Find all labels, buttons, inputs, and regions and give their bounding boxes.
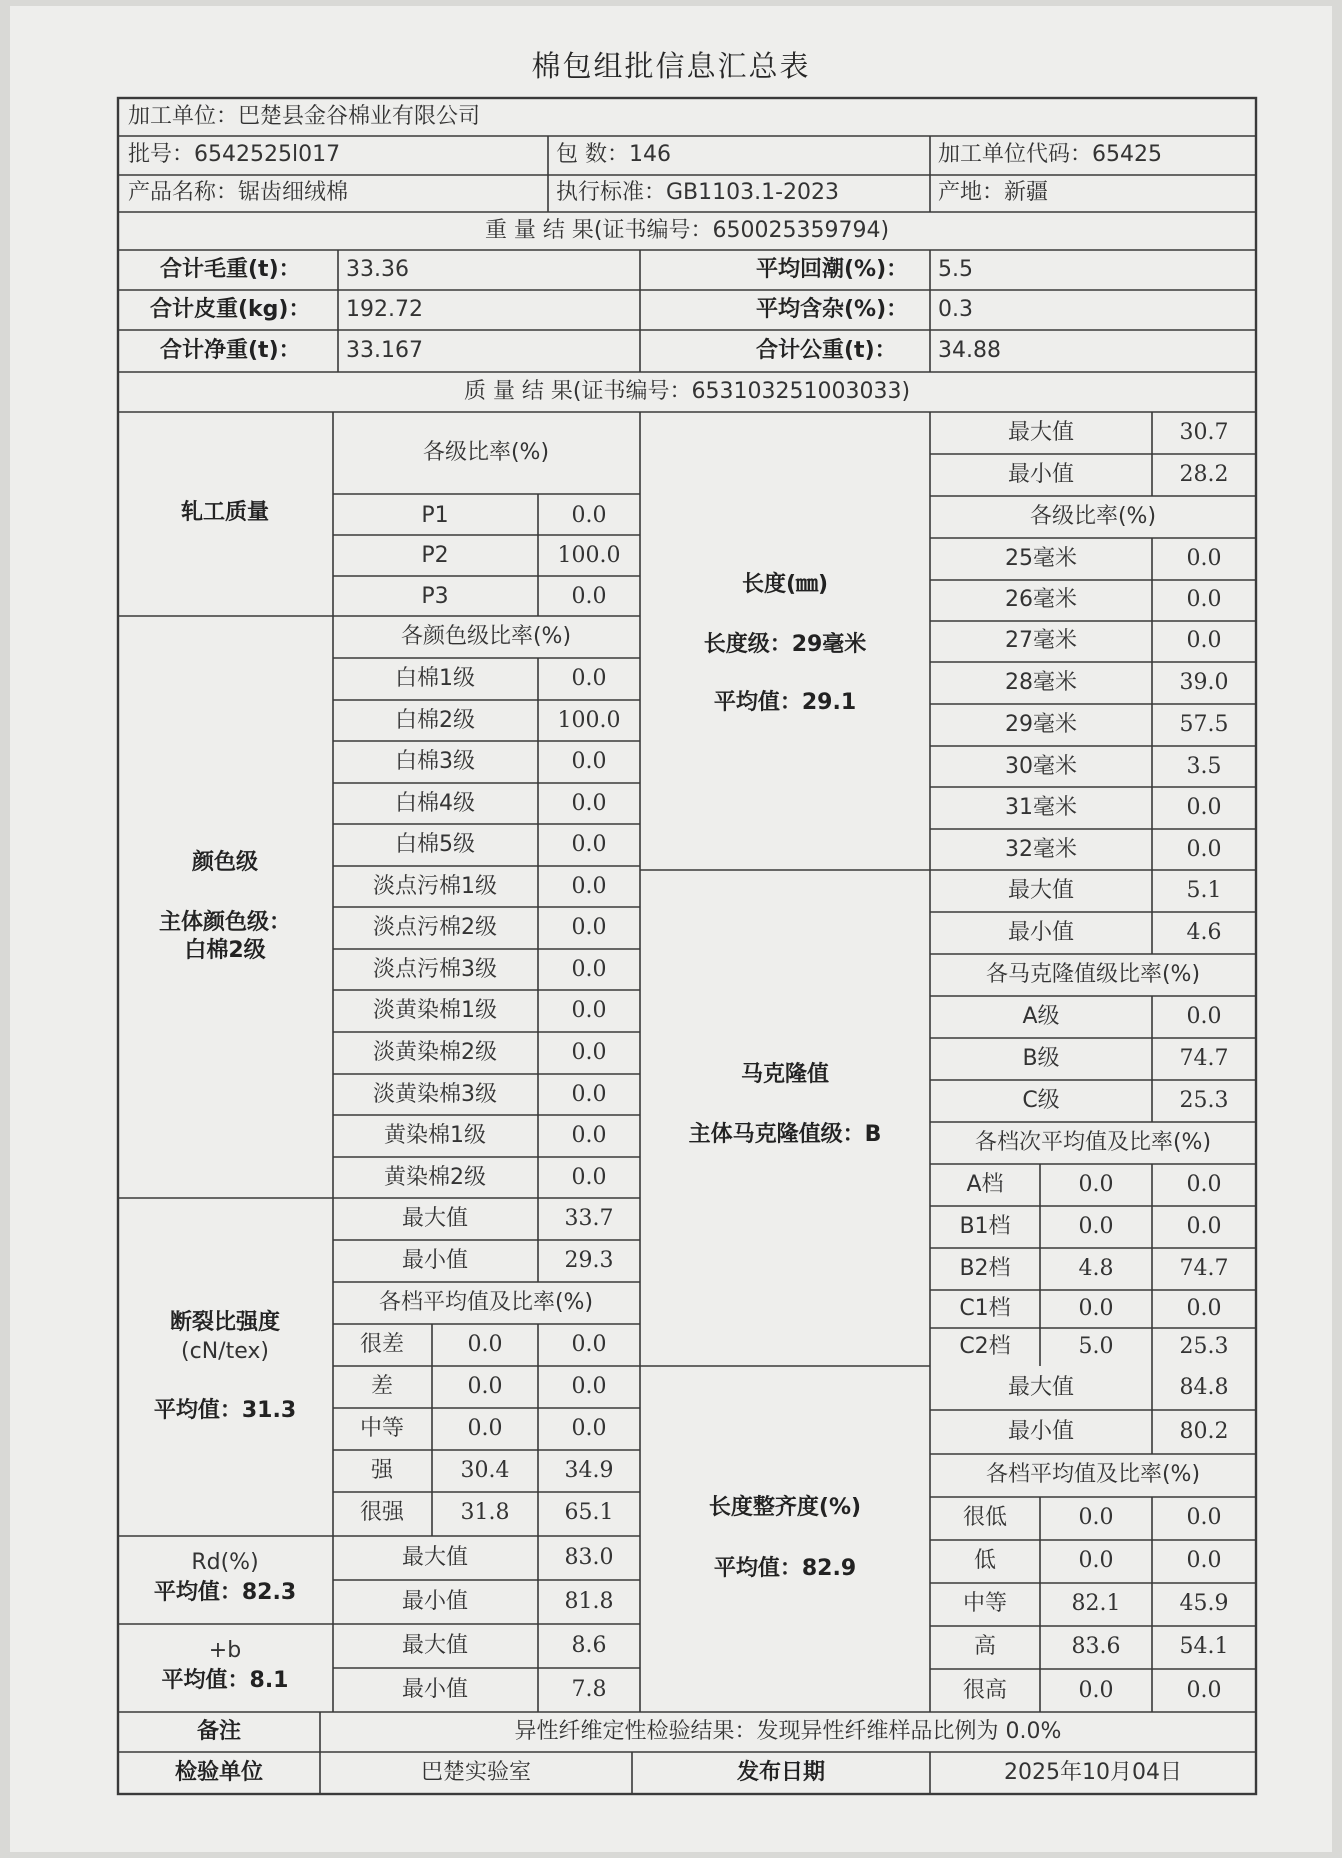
gross-weight-value: 33.36	[346, 257, 409, 282]
uniformity-grade-avg: 82.1	[1071, 1591, 1121, 1616]
plusb-max-label: 最大值	[401, 1633, 469, 1658]
micronaire-bin-ratio: 0.0	[1186, 1296, 1222, 1321]
batch-number: 批号：6542525l017	[128, 142, 341, 167]
color-ratio: 0.0	[571, 749, 607, 774]
strength-unit: (cN/tex)	[181, 1339, 269, 1364]
color-grade: 白棉1级	[395, 666, 475, 691]
uniformity-grade-avg: 0.0	[1078, 1548, 1114, 1573]
color-grade: 淡点污棉3级	[373, 957, 497, 982]
page-title: 棉包组批信息汇总表	[531, 49, 811, 83]
uniformity-grade-ratio: 45.9	[1179, 1591, 1229, 1616]
color-grade: 淡黄染棉1级	[373, 998, 497, 1023]
uniformity-min-label: 最小值	[1007, 1419, 1075, 1444]
micronaire-grade: C级	[1022, 1088, 1060, 1113]
strength-grade-avg: 0.0	[467, 1374, 503, 1399]
processing-unit: 加工单位：巴楚县金谷棉业有限公司	[128, 104, 481, 129]
micronaire-bin: B2档	[959, 1256, 1011, 1281]
color-ratio: 0.0	[571, 915, 607, 940]
conditioned-weight-label: 合计公重(t)：	[756, 338, 897, 363]
micronaire-grade-header: 各马克隆值级比率(%)	[985, 962, 1201, 987]
micronaire-bin-header: 各档次平均值及比率(%)	[974, 1130, 1212, 1155]
strength-grade-ratio: 0.0	[571, 1374, 607, 1399]
micronaire-min: 4.6	[1186, 920, 1222, 945]
strength-max-label: 最大值	[401, 1206, 469, 1231]
ginning-grade: P1	[421, 503, 449, 528]
micronaire-bin: B1档	[959, 1214, 1011, 1239]
length-average: 平均值：29.1	[713, 690, 857, 715]
length-bin-ratio: 0.0	[1186, 587, 1222, 612]
color-ratio: 100.0	[557, 708, 621, 733]
uniformity-grade-avg: 0.0	[1078, 1505, 1114, 1530]
color-grade: 淡黄染棉3级	[373, 1082, 497, 1107]
unit-code: 加工单位代码：65425	[938, 142, 1162, 167]
uniformity-max: 84.8	[1179, 1375, 1229, 1400]
micronaire-label: 马克隆值	[740, 1062, 830, 1087]
strength-grade-header: 各档平均值及比率(%)	[378, 1290, 594, 1315]
trash-label: 平均含杂(%)：	[756, 297, 909, 322]
strength-grade: 差	[370, 1374, 394, 1399]
length-bin-ratio: 0.0	[1186, 837, 1222, 862]
length-bin-ratio: 0.0	[1186, 628, 1222, 653]
ginning-ratio-header: 各级比率(%)	[422, 440, 550, 465]
uniformity-grade-avg: 0.0	[1078, 1678, 1114, 1703]
micronaire-bin-avg: 0.0	[1078, 1214, 1114, 1239]
uniformity-max-label: 最大值	[1007, 1375, 1075, 1400]
strength-grade-avg: 31.8	[460, 1500, 510, 1525]
color-label: 颜色级	[191, 850, 259, 875]
length-grade: 长度级：29毫米	[703, 632, 867, 657]
strength-min-label: 最小值	[401, 1248, 469, 1273]
color-ratio: 0.0	[571, 957, 607, 982]
length-bin: 27毫米	[1005, 628, 1077, 653]
strength-grade-ratio: 65.1	[564, 1500, 614, 1525]
rd-min-label: 最小值	[401, 1589, 469, 1614]
strength-min: 29.3	[564, 1248, 614, 1273]
length-ratio-header: 各级比率(%)	[1029, 504, 1157, 529]
plusb-min-label: 最小值	[401, 1677, 469, 1702]
micronaire-max-label: 最大值	[1007, 878, 1075, 903]
strength-grade: 很强	[359, 1500, 405, 1525]
length-bin: 31毫米	[1005, 795, 1077, 820]
length-bin: 32毫米	[1005, 837, 1077, 862]
length-max: 30.7	[1179, 420, 1229, 445]
tare-weight-label: 合计皮重(kg)：	[150, 297, 311, 322]
color-ratio: 0.0	[571, 666, 607, 691]
uniformity-label: 长度整齐度(%)	[708, 1495, 862, 1520]
strength-grade: 强	[370, 1458, 394, 1483]
rd-max-label: 最大值	[401, 1545, 469, 1570]
color-ratio: 0.0	[571, 1040, 607, 1065]
micronaire-grade: B级	[1022, 1046, 1060, 1071]
strength-max: 33.7	[564, 1206, 614, 1231]
strength-grade-ratio: 0.0	[571, 1416, 607, 1441]
rd-max: 83.0	[564, 1545, 614, 1570]
color-grade: 白棉5级	[395, 832, 475, 857]
plusb-label: +b	[208, 1638, 242, 1663]
micronaire-grade: A级	[1022, 1004, 1060, 1029]
uniformity-grade-ratio: 0.0	[1186, 1505, 1222, 1530]
net-weight-label: 合计净重(t)：	[160, 338, 301, 363]
length-bin: 28毫米	[1005, 670, 1077, 695]
uniformity-grade-ratio: 0.0	[1186, 1548, 1222, 1573]
gross-weight-label: 合计毛重(t)：	[160, 257, 301, 282]
rd-average: 平均值：82.3	[153, 1580, 297, 1605]
strength-grade: 很差	[359, 1332, 405, 1357]
quality-section-title: 质 量 结 果(证书编号：653103251003033)	[463, 379, 911, 404]
standard: 执行标准：GB1103.1-2023	[556, 180, 840, 205]
micronaire-bin-avg: 4.8	[1078, 1256, 1114, 1281]
micronaire-bin-ratio: 25.3	[1179, 1334, 1229, 1359]
strength-grade-avg: 0.0	[467, 1332, 503, 1357]
origin: 产地：新疆	[938, 180, 1049, 205]
micronaire-bin-ratio: 74.7	[1179, 1256, 1229, 1281]
ginning-ratio: 0.0	[571, 584, 607, 609]
uniformity-average: 平均值：82.9	[713, 1556, 857, 1581]
micronaire-bin: A档	[966, 1172, 1004, 1197]
micronaire-bin-avg: 0.0	[1078, 1172, 1114, 1197]
micronaire-min-label: 最小值	[1007, 920, 1075, 945]
rd-label: Rd(%)	[191, 1550, 259, 1575]
strength-grade-ratio: 0.0	[571, 1332, 607, 1357]
color-ratio: 0.0	[571, 998, 607, 1023]
color-grade: 淡点污棉2级	[373, 915, 497, 940]
micronaire-bin-ratio: 0.0	[1186, 1214, 1222, 1239]
length-min: 28.2	[1179, 462, 1229, 487]
color-ratio: 0.0	[571, 874, 607, 899]
uniformity-grade-ratio: 0.0	[1186, 1678, 1222, 1703]
moisture-label: 平均回潮(%)：	[756, 257, 909, 282]
color-ratio-header: 各颜色级比率(%)	[400, 624, 572, 649]
micronaire-main: 主体马克隆值级：B	[688, 1122, 882, 1147]
micronaire-bin: C1档	[959, 1296, 1011, 1321]
uniformity-grade-ratio: 54.1	[1179, 1634, 1229, 1659]
uniformity-min: 80.2	[1179, 1419, 1229, 1444]
date-label: 发布日期	[736, 1760, 826, 1785]
ginning-ratio: 100.0	[557, 543, 621, 568]
color-grade: 白棉4级	[395, 791, 475, 816]
length-bin: 30毫米	[1005, 754, 1077, 779]
color-ratio: 0.0	[571, 1123, 607, 1148]
uniformity-grade-avg: 83.6	[1071, 1634, 1121, 1659]
length-bin-ratio: 39.0	[1179, 670, 1229, 695]
length-bin: 26毫米	[1005, 587, 1077, 612]
strength-label: 断裂比强度	[169, 1310, 281, 1335]
length-bin-ratio: 0.0	[1186, 546, 1222, 571]
color-grade: 黄染棉1级	[384, 1123, 486, 1148]
length-bin: 29毫米	[1005, 712, 1077, 737]
color-ratio: 0.0	[571, 832, 607, 857]
plusb-min: 7.8	[571, 1677, 607, 1702]
strength-grade-avg: 0.0	[467, 1416, 503, 1441]
length-bin-ratio: 0.0	[1186, 795, 1222, 820]
rd-min: 81.8	[564, 1589, 614, 1614]
remark-text: 异性纤维定性检验结果：发现异性纤维样品比例为 0.0%	[514, 1719, 1062, 1744]
micronaire-bin-avg: 5.0	[1078, 1334, 1114, 1359]
color-grade: 淡点污棉1级	[373, 874, 497, 899]
uniformity-grade: 很高	[962, 1678, 1008, 1703]
color-grade: 白棉3级	[395, 749, 475, 774]
plusb-average: 平均值：8.1	[161, 1668, 289, 1693]
ginning-label: 轧工质量	[180, 500, 270, 525]
color-grade: 白棉2级	[395, 708, 475, 733]
length-min-label: 最小值	[1007, 462, 1075, 487]
micronaire-bin-avg: 0.0	[1078, 1296, 1114, 1321]
product-name: 产品名称：锯齿细绒棉	[128, 180, 349, 205]
ginning-ratio: 0.0	[571, 503, 607, 528]
micronaire-grade-ratio: 25.3	[1179, 1088, 1229, 1113]
conditioned-weight-value: 34.88	[938, 338, 1001, 363]
lab-label: 检验单位	[174, 1760, 264, 1785]
color-ratio: 0.0	[571, 1165, 607, 1190]
uniformity-grade: 中等	[962, 1591, 1008, 1616]
lab-name: 巴楚实验室	[420, 1760, 532, 1785]
length-bin: 25毫米	[1005, 546, 1077, 571]
length-label: 长度(㎜)	[741, 572, 829, 597]
strength-average: 平均值：31.3	[153, 1398, 297, 1423]
moisture-value: 5.5	[938, 257, 973, 282]
length-bin-ratio: 57.5	[1179, 712, 1229, 737]
main-color-label: 主体颜色级：	[158, 910, 292, 935]
uniformity-grade: 很低	[962, 1505, 1008, 1530]
strength-grade: 中等	[359, 1416, 405, 1441]
uniformity-grade-header: 各档平均值及比率(%)	[985, 1462, 1201, 1487]
strength-grade-avg: 30.4	[460, 1458, 510, 1483]
uniformity-grade: 高	[973, 1634, 997, 1659]
length-max-label: 最大值	[1007, 420, 1075, 445]
micronaire-bin: C2档	[959, 1334, 1011, 1359]
tare-weight-value: 192.72	[346, 297, 423, 322]
weight-section-title: 重 量 结 果(证书编号：650025359794)	[484, 218, 890, 243]
micronaire-grade-ratio: 0.0	[1186, 1004, 1222, 1029]
remark-label: 备注	[196, 1719, 242, 1744]
color-grade: 黄染棉2级	[384, 1165, 486, 1190]
color-ratio: 0.0	[571, 1082, 607, 1107]
plusb-max: 8.6	[571, 1633, 607, 1658]
color-ratio: 0.0	[571, 791, 607, 816]
main-color-value: 白棉2级	[184, 938, 266, 963]
micronaire-max: 5.1	[1186, 878, 1222, 903]
length-bin-ratio: 3.5	[1186, 754, 1222, 779]
trash-value: 0.3	[938, 297, 973, 322]
uniformity-grade: 低	[973, 1548, 997, 1573]
micronaire-bin-ratio: 0.0	[1186, 1172, 1222, 1197]
micronaire-grade-ratio: 74.7	[1179, 1046, 1229, 1071]
net-weight-value: 33.167	[346, 338, 423, 363]
issue-date: 2025年10月04日	[1004, 1760, 1182, 1785]
strength-grade-ratio: 34.9	[564, 1458, 614, 1483]
bale-count: 包 数：146	[556, 142, 671, 167]
ginning-grade: P3	[421, 584, 449, 609]
ginning-grade: P2	[421, 543, 449, 568]
color-grade: 淡黄染棉2级	[373, 1040, 497, 1065]
